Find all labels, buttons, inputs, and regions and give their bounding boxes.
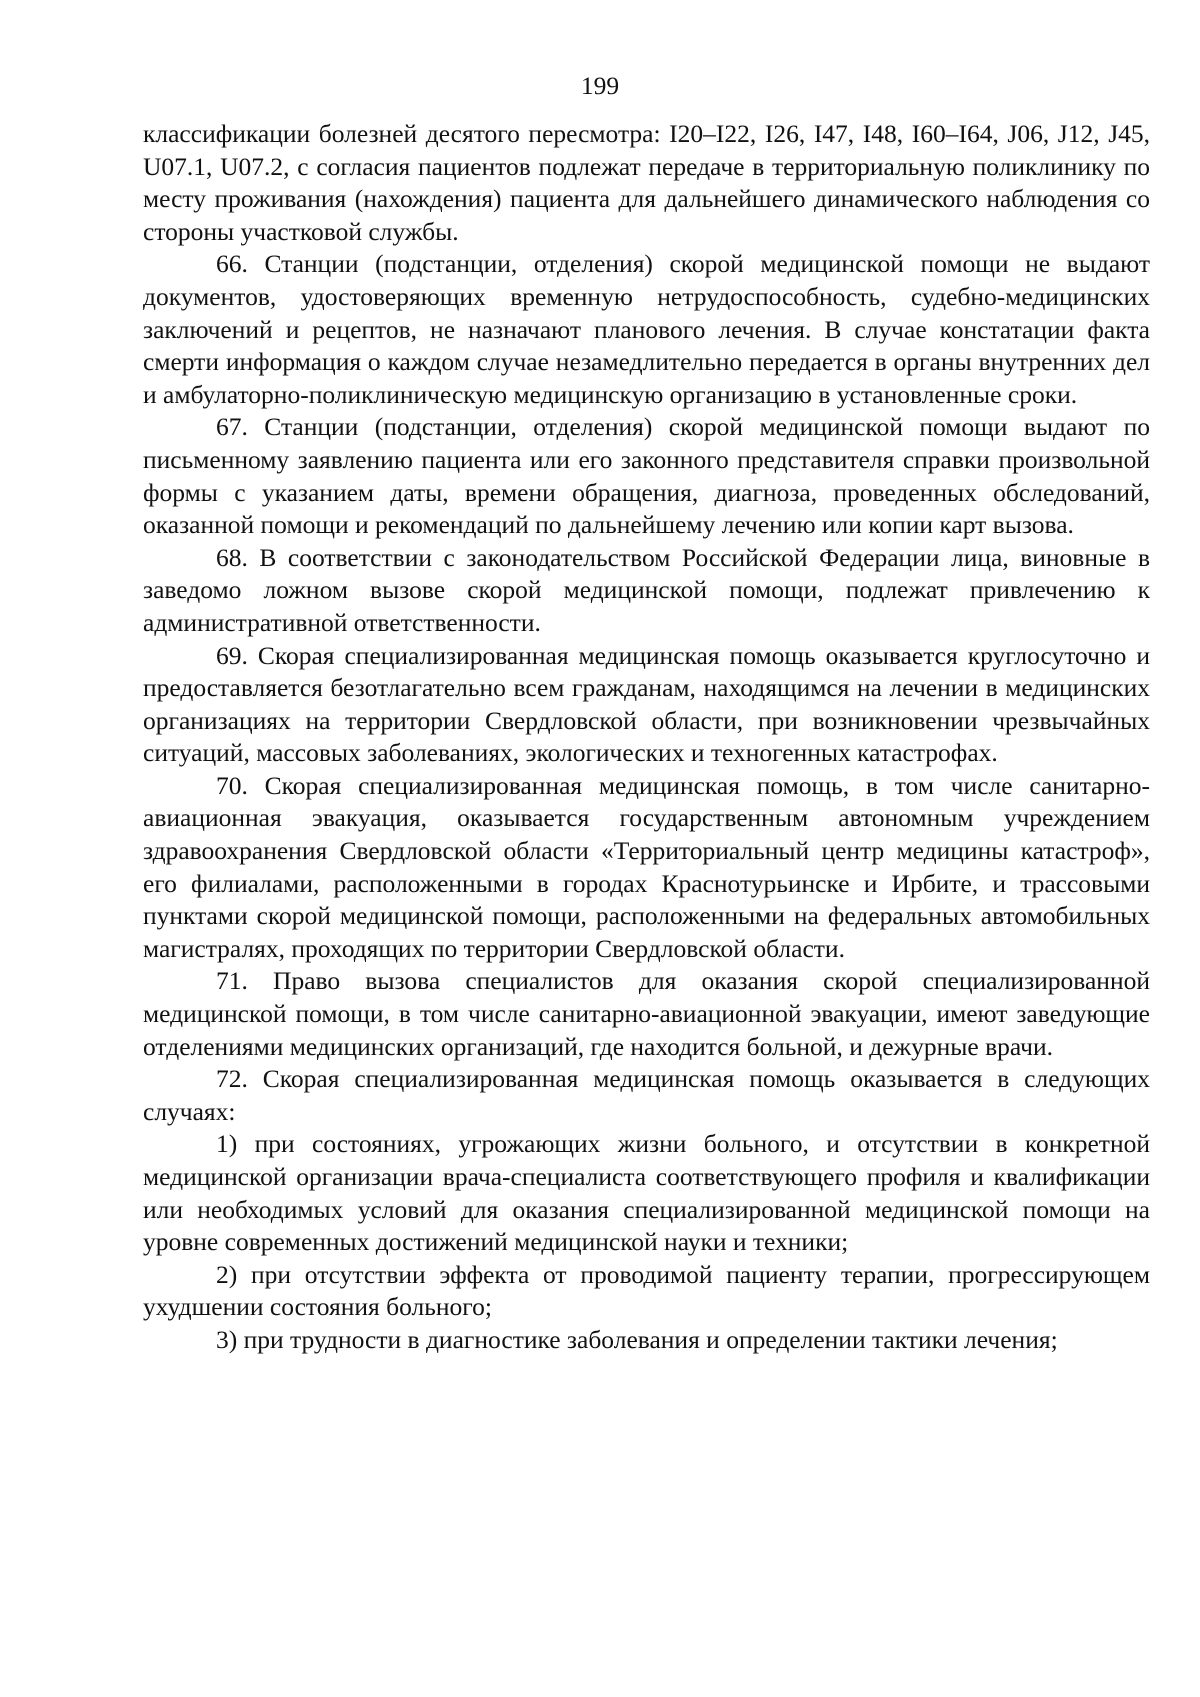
paragraph-68: 68. В соответствии с законодательством Российской Федерации лица, виновные в заведомо ложном вызове скорой медицинской помощи, подлежат привлечению к административной ответственности. — [143, 542, 1150, 637]
paragraph-72: 72. Скорая специализированная медицинская помощь оказывается в следующих случаях: — [143, 1064, 1150, 1126]
paragraph-70: 70. Скорая специализированная медицинская помощь, в том числе санитарно-авиационная эвакуация, оказывается государственным автономным учреждением здравоохранения Свердловской области «Территориальный центр медицины катастроф», его филиалами, расположенными в городах Краснотурьинске и Ирбите, и трассовыми пунктами скорой медицинской помощи, расположенными на федеральных автомобильных магистралях, проходящих по территории Свердловской области. — [143, 770, 1150, 963]
paragraph-67: 67. Станции (подстанции, отделения) скорой медицинской помощи выдают по письменному заявлению пациента или его законного представителя справки произвольной формы с указанием даты, времени обращения, диагноза, проведенных обследований, оказанной помощи и рекомендаций по дальнейшему лечению или копии карт вызова. — [143, 412, 1150, 540]
paragraph-66: 66. Станции (подстанции, отделения) скорой медицинской помощи не выдают документов, удостоверяющих временную нетрудоспособность, судебно-медицинских заключений и рецептов, не назначают планового лечения. В случае констатации факта смерти информация о каждом случае незамедлительно передается в органы внутренних дел и амбулаторно-поликлиническую медицинскую организацию в установленные сроки. — [143, 249, 1150, 409]
page-number: 199 — [580, 71, 620, 100]
document-body — [143, 118, 1150, 1357]
list-item-3: 3) при трудности в диагностике заболевания и определении тактики лечения; — [216, 1324, 1058, 1354]
list-item-1: 1) при состояниях, угрожающих жизни больного, и отсутствии в конкретной медицинской организации врача-специалиста соответствующего профиля и квалификации или необходимых условий для оказания специализированной медицинской помощи на уровне современных достижений медицинской науки и техники; — [143, 1129, 1150, 1257]
paragraph-69: 69. Скорая специализированная медицинская помощь оказывается круглосуточно и предоставляется безотлагательно всем гражданам, находящимся на лечении в медицинских организациях на территории Свердловской области, при возникновении чрезвычайных ситуаций, массовых заболеваниях, экологических и техногенных катастрофах. — [143, 640, 1150, 768]
paragraph-continuation: классификации болезней десятого пересмотра: I20–I22, I26, I47, I48, I60–I64, J06, J12, J45, U07.1, U07.2, с согласия пациентов подлежат передаче в территориальную поликлинику по месту проживания (нахождения) пациента для дальнейшего динамического наблюдения со стороны участковой службы. — [143, 119, 1150, 246]
paragraph-71: 71. Право вызова специалистов для оказания скорой специализированной медицинской помощи, в том числе санитарно-авиационной эвакуации, имеют заведующие отделениями медицинских организаций, где находится больной, и дежурные врачи. — [143, 966, 1150, 1061]
list-item-2: 2) при отсутствии эффекта от проводимой пациенту терапии, прогрессирующем ухудшении состояния больного; — [143, 1259, 1150, 1322]
